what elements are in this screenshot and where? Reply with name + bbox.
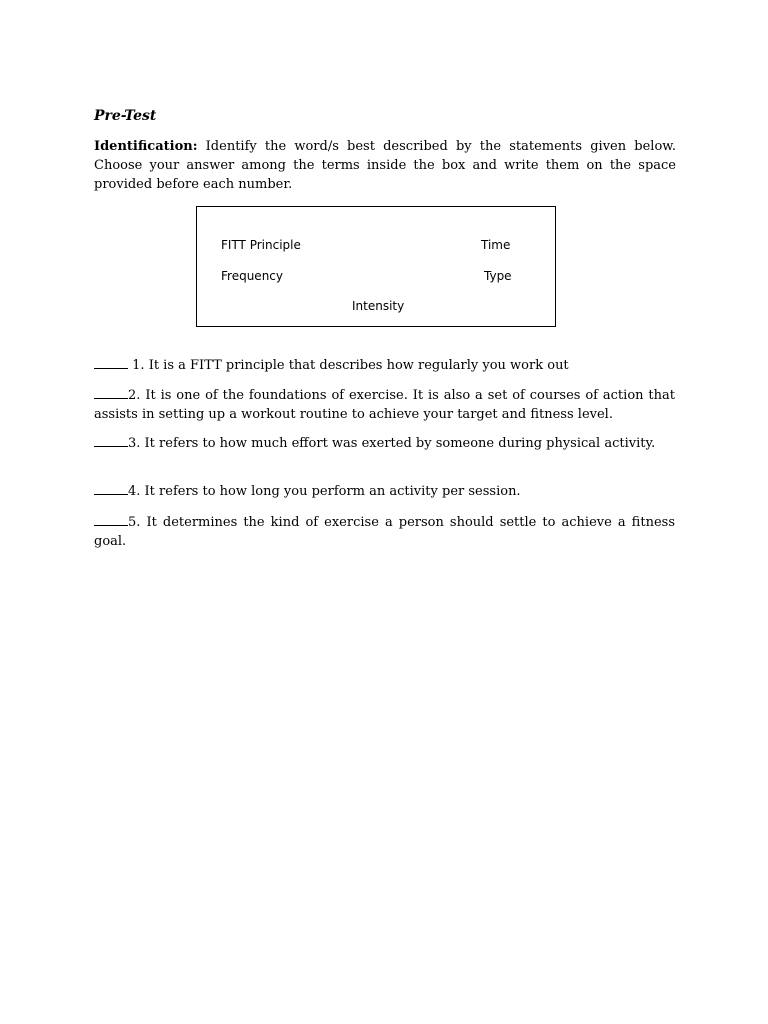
question-item-4 [94,482,675,501]
question-text: It refers to how much effort was exerted by someone during physical activity. [144,436,656,451]
term-intensity: Intensity [352,299,405,313]
question-number: 3. [128,436,141,451]
question-text: It is one of the foundations of exercise. It is also a set of courses of action that assists in setting up a workout routine to achieve your target and fitness level. [94,388,675,422]
question-text: It refers to how long you perform an activity per session. [144,484,521,499]
question-number: 5. [128,515,141,530]
answer-blank-4[interactable] [94,482,128,495]
answer-blank-1[interactable] [94,356,128,369]
answer-blank-3[interactable] [94,434,128,447]
question-item-1 [94,356,675,375]
question-text: It determines the kind of exercise a person should settle to achieve a fitness goal. [94,515,675,549]
answer-blank-2[interactable] [94,386,128,399]
page-title: Pre-Test [94,108,157,124]
term-fitt-principle: FITT Principle [221,238,301,252]
term-frequency: Frequency [221,269,283,283]
question-text: It is a FITT principle that describes how regularly you work out [148,358,569,373]
question-number: 4. [128,484,141,499]
question-item-2 [94,386,675,424]
question-item-3 [94,434,675,453]
instructions-lead: Identification: [94,139,198,154]
term-time: Time [481,238,511,252]
answer-blank-5[interactable] [94,513,128,526]
term-type: Type [484,269,512,283]
question-item-5 [94,513,675,551]
question-number: 2. [128,388,141,403]
term-box [196,206,556,327]
instructions-text: Identify the word/s best described by the statements given below. Choose your answer among the terms inside the box and write them on the space provided before each number. [94,139,676,192]
instructions-paragraph [94,137,676,194]
question-number: 1. [132,358,145,373]
